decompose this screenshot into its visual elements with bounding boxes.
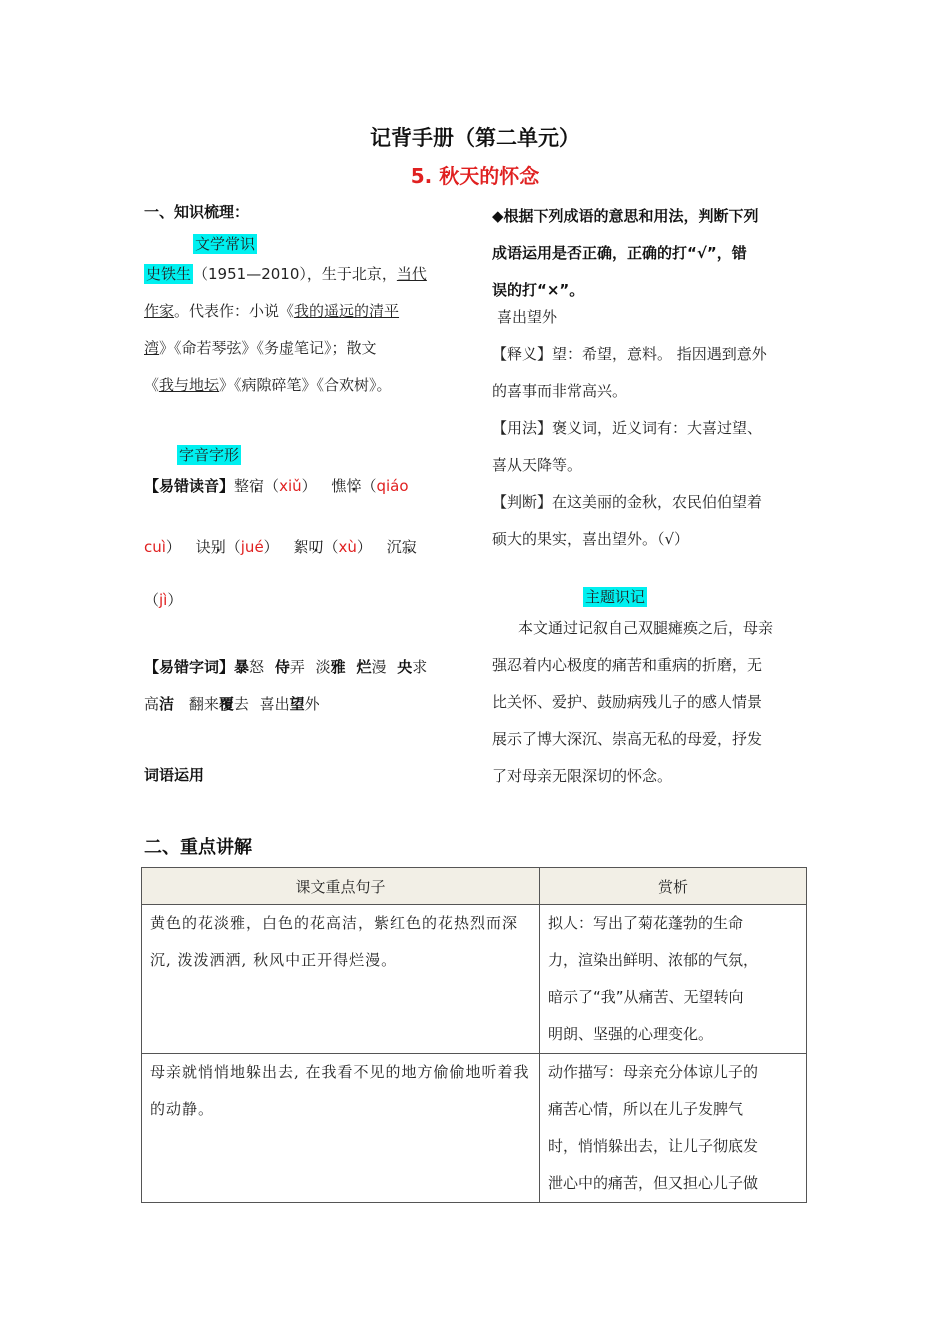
key-sentences-table xyxy=(141,867,807,1203)
table-header-row xyxy=(142,868,807,905)
section-heading-knowledge: 一、知识梳理： xyxy=(144,203,250,221)
pronunciation-line-2: cuì） 诀别（jué） 絮叨（xù） 沉寂 xyxy=(144,538,417,556)
theme-label: 主题识记 xyxy=(585,588,646,606)
literature-paragraph xyxy=(144,256,460,404)
table-header-sentence: 课文重点句子 xyxy=(142,868,540,905)
pronunciation-line-1: 【易错读音】整宿（xiǔ） 憔悴（qiáo xyxy=(144,477,409,495)
wrong-chars-line-1: 【易错字词】暴怒 侍弄 淡雅 烂漫 央求 xyxy=(144,658,428,676)
theme-paragraph: 本文通过记叙自己双腿瘫痪之后，母亲 强忍着内心极度的痛苦和重病的折磨，无 比关怀、爱护、鼓励病残儿子的感人情景 展示了博大深沉、崇高无私的母爱，抒发 了对母亲无限深切的怀念。 xyxy=(492,619,774,785)
literature-line-4: 《我与地坛》《病隙碎笔》《合欢树》。 xyxy=(144,376,392,394)
lesson-title: 5. 秋天的怀念 xyxy=(410,164,540,188)
author-name: 史铁生 xyxy=(146,265,192,283)
table-cell-sentence: 母亲就悄悄地躲出去, 在我看不见的地方偷偷地听着我 的动静。 xyxy=(142,1054,540,1203)
table-header-analysis: 赏析 xyxy=(540,868,807,905)
literature-line-2: 作家。代表作：小说《我的遥远的清平 xyxy=(144,302,400,320)
literature-line-3: 湾》《命若琴弦》《务虚笔记》；散文 xyxy=(144,339,377,357)
wrong-chars-block xyxy=(144,649,474,723)
idiom-word: 喜出望外 xyxy=(497,308,558,326)
idiom-detail: 喜出望外 【释义】望：希望，意料。 指因遇到意外 的喜事而非常高兴。 【用法】褒义词，近义词有：大喜过望、 喜从天降等。 【判断】在这美丽的金秋，农民伯伯望着 硕大的果实，喜出望外。（√） xyxy=(492,299,810,558)
table-row xyxy=(142,905,807,1054)
table-row xyxy=(142,1054,807,1203)
page-title: 记背手册（第二单元） xyxy=(370,126,580,150)
pronunciation-line-3: （jì） xyxy=(144,591,183,609)
table-cell-analysis: 动作描写：母亲充分体谅儿子的 痛苦心情，所以在儿子发脾气 时，悄悄躲出去，让儿子彻底发 泄心中的痛苦，但又担心儿子做 xyxy=(540,1054,807,1203)
literature-line-1: 史铁生 （1951—2010），生于北京，当代 xyxy=(146,265,427,283)
wrong-chars-line-2: 高洁 翻来覆去 喜出望外 xyxy=(144,695,320,713)
table-cell-sentence: 黄色的花淡雅，白色的花高洁，紫红色的花热烈而深 沉, 泼泼洒洒, 秋风中正开得烂漫。 xyxy=(142,905,540,1054)
section-heading-key-points: 二、重点讲解 xyxy=(144,837,252,858)
idiom-instruction: ◆根据下列成语的意思和用法，判断下列 成语运用是否正确，正确的打“√”，错 误的打“×”。 xyxy=(492,207,759,299)
table-cell-analysis: 拟人：写出了菊花蓬勃的生命 力，渲染出鲜明、浓郁的气氛， 暗示了“我”从痛苦、无望转向 明朗、坚强的心理变化。 xyxy=(540,905,807,1054)
pronunciation-label: 字音字形 xyxy=(179,446,240,464)
literature-label: 文学常识 xyxy=(195,235,256,253)
word-usage-heading: 词语运用 xyxy=(144,766,205,784)
